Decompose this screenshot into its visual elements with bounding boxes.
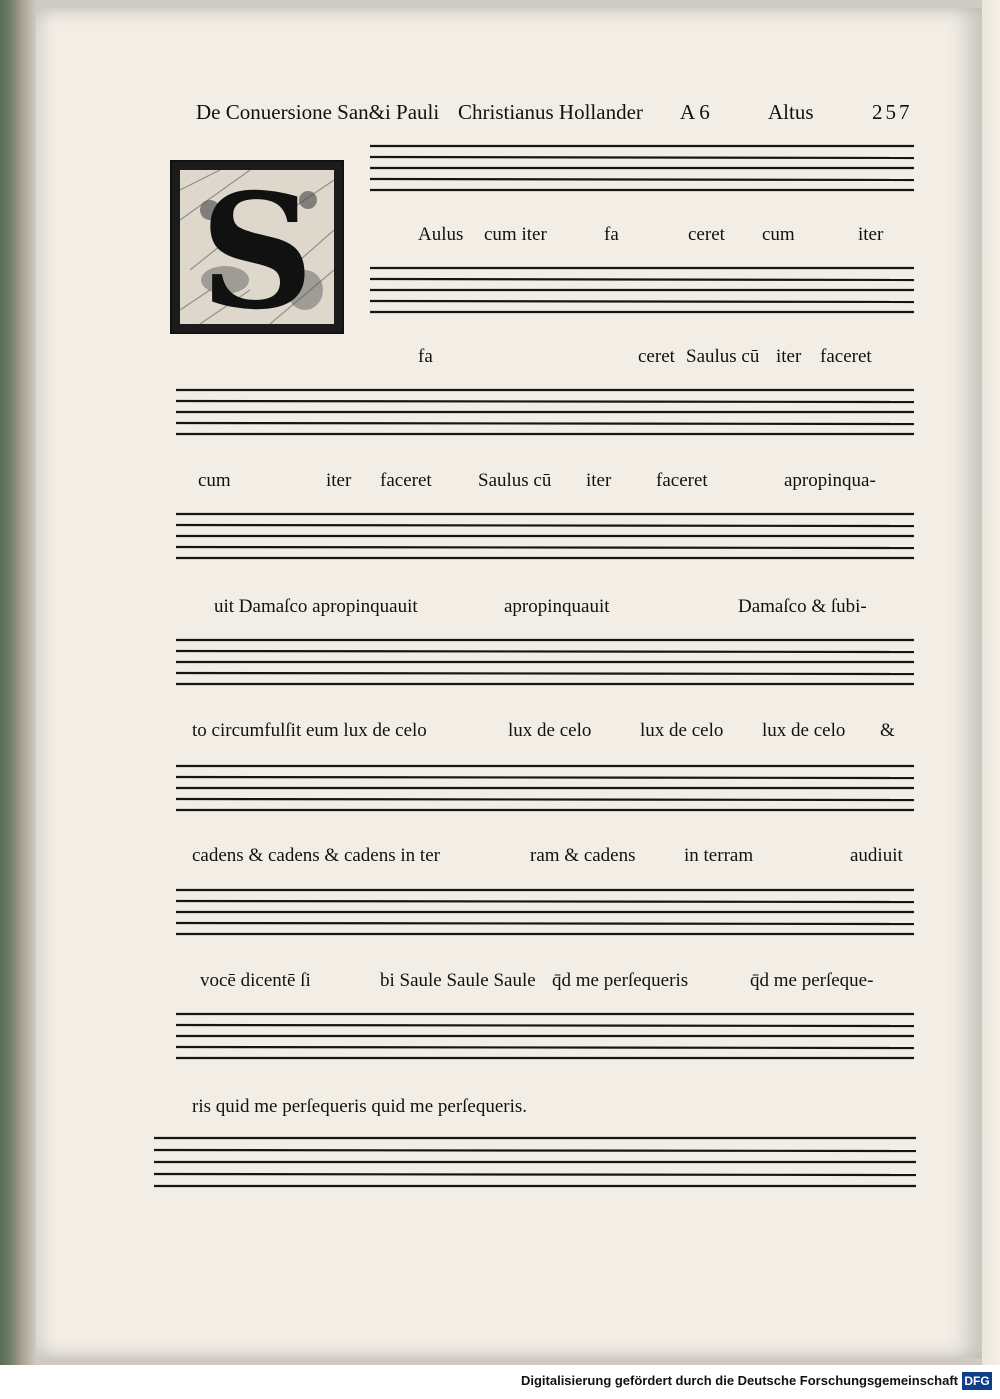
dfg-logo: DFG bbox=[962, 1372, 992, 1390]
lyric: & bbox=[880, 720, 895, 741]
staff-line bbox=[370, 301, 914, 302]
lyric: apropinquauit bbox=[504, 596, 610, 617]
music-staff-6 bbox=[172, 748, 918, 848]
lyric: iter bbox=[326, 470, 352, 491]
lyric: ram & cadens bbox=[530, 845, 636, 866]
staff-line bbox=[176, 423, 914, 424]
staff-line bbox=[176, 1025, 914, 1026]
lyric: iter bbox=[858, 224, 884, 245]
lyric: cum iter bbox=[484, 224, 547, 245]
lyric: bi Saule Saule Saule bbox=[380, 970, 536, 991]
empty-music-staff bbox=[150, 1126, 920, 1206]
staff-line bbox=[154, 1150, 916, 1151]
footer-bar bbox=[0, 1365, 1000, 1399]
staff-line bbox=[176, 799, 914, 800]
staff-lines bbox=[176, 766, 914, 810]
staff-lines bbox=[370, 146, 914, 190]
staff-line bbox=[176, 1047, 914, 1048]
lyric: ceret bbox=[638, 346, 675, 367]
lyric: iter bbox=[586, 470, 612, 491]
lyric: fa bbox=[604, 224, 619, 245]
staff-lines bbox=[370, 268, 914, 312]
lyric: cum bbox=[762, 224, 795, 245]
lyric: faceret bbox=[656, 470, 708, 491]
staff-line bbox=[370, 157, 914, 158]
staff-line bbox=[176, 901, 914, 902]
header-voices: A 6 bbox=[680, 100, 710, 124]
staff-lines bbox=[176, 640, 914, 684]
lyric: lux de celo bbox=[640, 720, 724, 741]
staff-lines bbox=[176, 890, 914, 934]
lyric: cadens & cadens & cadens in ter bbox=[192, 845, 440, 866]
lyric: faceret bbox=[380, 470, 432, 491]
lyric: in terram bbox=[684, 845, 754, 866]
staff-line bbox=[176, 525, 914, 526]
lyric: q̄d me perſeque- bbox=[750, 970, 874, 991]
lyric: Saulus cū bbox=[686, 346, 760, 367]
lyric: Aulus bbox=[418, 224, 464, 245]
decorated-initial-woodcut bbox=[170, 160, 344, 345]
lyric: vocē dicentē ſi bbox=[200, 970, 311, 991]
lyric: fa bbox=[418, 346, 433, 367]
lyric: cum bbox=[198, 470, 231, 491]
funding-credit: Digitalisierung gefördert durch die Deutsche Forschungsgemeinschaft bbox=[520, 1373, 958, 1388]
music-staff-1 bbox=[366, 128, 918, 228]
staff-line bbox=[176, 547, 914, 548]
staff-line bbox=[176, 651, 914, 652]
next-page-edge bbox=[982, 0, 1000, 1365]
lyric: Saulus cū bbox=[478, 470, 552, 491]
staff-line bbox=[370, 179, 914, 180]
header-title: De Conuersione San&i Pauli bbox=[196, 100, 440, 124]
music-staff-3 bbox=[172, 372, 918, 472]
running-header bbox=[196, 96, 916, 132]
lyric: Damaſco & ſubi- bbox=[738, 596, 867, 617]
music-staff-5 bbox=[172, 622, 918, 722]
staff-line bbox=[176, 673, 914, 674]
lyric: to circumfulſit eum lux de celo bbox=[192, 720, 427, 741]
music-staff-7 bbox=[172, 872, 918, 972]
lyric: uit Damaſco apropinquauit bbox=[214, 596, 418, 617]
staff-lines bbox=[176, 514, 914, 558]
staff-line bbox=[176, 923, 914, 924]
lyric: audiuit bbox=[850, 845, 903, 866]
lyric: lux de celo bbox=[762, 720, 846, 741]
staff-lines bbox=[176, 390, 914, 434]
staff-line bbox=[176, 777, 914, 778]
staff-lines bbox=[154, 1138, 916, 1186]
staff-line bbox=[370, 279, 914, 280]
lyric: lux de celo bbox=[508, 720, 592, 741]
lyric: q̄d me perſequeris bbox=[552, 970, 689, 991]
book-spine bbox=[0, 0, 36, 1365]
lyric: ceret bbox=[688, 224, 725, 245]
initial-background bbox=[180, 160, 334, 345]
lyric: faceret bbox=[820, 346, 872, 367]
page-number: 257 bbox=[872, 100, 913, 124]
header-part: Altus bbox=[768, 100, 814, 124]
staff-line bbox=[154, 1174, 916, 1175]
header-composer: Christianus Hollander bbox=[458, 100, 643, 124]
music-staff-4 bbox=[172, 496, 918, 596]
lyric: iter bbox=[776, 346, 802, 367]
music-staff-2 bbox=[366, 250, 918, 350]
lyric: ris quid me perſequeris quid me perſequeris. bbox=[192, 1096, 528, 1117]
staff-lines bbox=[176, 1014, 914, 1058]
initial-letter: S bbox=[199, 160, 315, 345]
lyric: apropinqua- bbox=[784, 470, 876, 491]
music-staff-8 bbox=[172, 996, 918, 1096]
staff-line bbox=[176, 401, 914, 402]
